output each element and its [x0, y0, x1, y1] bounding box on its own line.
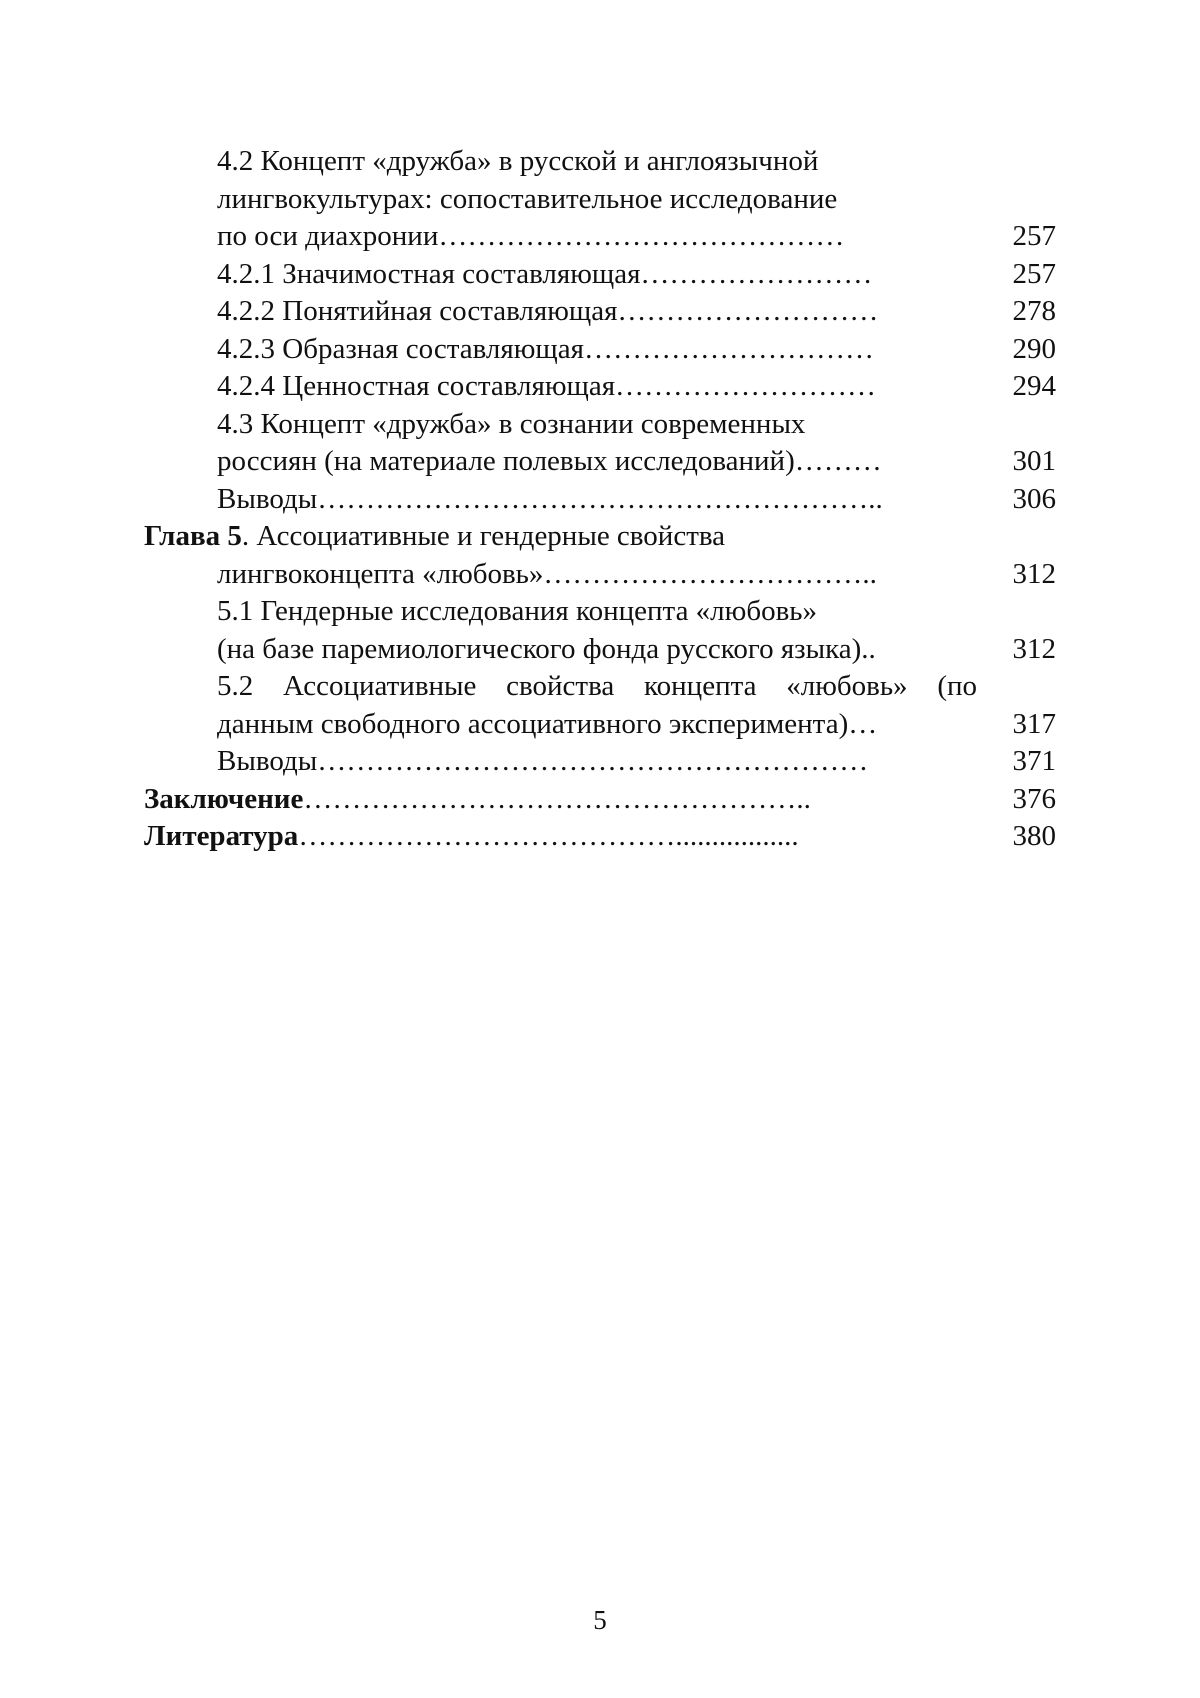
- toc-entry: [0, 293, 1200, 331]
- toc-entry-title: [217, 256, 872, 294]
- toc-entry-text: 4.2 Концепт «дружба» в русской и англоязычной: [217, 145, 819, 177]
- toc-entry-title: [217, 481, 883, 519]
- toc-entry-title: [144, 781, 811, 819]
- toc-entry-text: ………………………………….................: [298, 820, 799, 852]
- toc-entry-page: 312: [1012, 557, 1056, 590]
- toc-entry-title: [217, 406, 805, 444]
- toc-entry: [0, 256, 1200, 294]
- toc-entry: [0, 518, 1200, 556]
- toc-entry-text: по оси диахронии……………………………………: [217, 220, 845, 252]
- toc-entry-text: 4.3 Концепт «дружба» в сознании современных: [217, 407, 806, 440]
- toc-entry-page: 301: [1012, 445, 1056, 477]
- toc-entry: [0, 818, 1200, 856]
- toc-entry-text: Выводы…………………………………………………: [217, 745, 869, 777]
- toc-entry-text: россиян (на материале полевых исследований)………: [217, 445, 882, 477]
- toc-entry-title: [144, 818, 799, 856]
- toc-entry: [0, 668, 1200, 706]
- toc-entry-title: [217, 143, 818, 181]
- toc-entry-page: 371: [1012, 745, 1056, 777]
- toc-entry: [0, 743, 1200, 781]
- toc-entry-title: [217, 631, 876, 669]
- toc-entry: [0, 143, 1200, 181]
- toc-entry-page: 257: [1012, 220, 1056, 252]
- toc-entry-title: [217, 218, 844, 256]
- toc-entry: [0, 331, 1200, 369]
- toc-entry-title: [217, 293, 878, 331]
- toc-entry: [0, 218, 1200, 256]
- toc-entry-title: [217, 593, 817, 631]
- toc-entry: [0, 406, 1200, 444]
- toc-entry: [0, 368, 1200, 406]
- toc-entry-text: 4.2.2 Понятийная составляющая………………………: [217, 295, 879, 327]
- toc-entry-text: лингвоконцепта «любовь»……………………………..: [217, 557, 877, 590]
- toc-entry: [0, 181, 1200, 219]
- toc-entry-text: данным свободного ассоциативного эксперимента)…: [217, 707, 878, 740]
- toc-entry-text: ……………………………………………..: [303, 782, 811, 815]
- toc-entry: [0, 706, 1200, 744]
- toc-entry-text: 5.2 Ассоциативные свойства концепта «любовь» (по: [217, 670, 977, 702]
- toc-entry: [0, 593, 1200, 631]
- toc-entry-title: [217, 706, 877, 744]
- toc-entry-title: [217, 331, 874, 369]
- toc-entry-title: [144, 518, 725, 556]
- toc-entry-text: Выводы…………………………………………………..: [217, 482, 883, 515]
- toc-entry-title: [217, 368, 876, 406]
- toc-entry-heading: Литература: [144, 820, 299, 852]
- toc-entry-text: 4.2.3 Образная составляющая…………………………: [217, 332, 874, 365]
- toc-entry: [0, 481, 1200, 519]
- toc-entry-page: 306: [1012, 482, 1056, 515]
- toc-entry-heading: Заключение: [144, 782, 304, 815]
- toc-entry-page: 317: [1012, 707, 1056, 740]
- toc-entry-page: 290: [1012, 332, 1056, 365]
- toc-entry: [0, 443, 1200, 481]
- toc-entry-heading: Глава 5: [144, 520, 242, 552]
- toc-entry: [0, 556, 1200, 594]
- toc-entry-text: лингвокультурах: сопоставительное исследование: [217, 182, 838, 215]
- toc-entry-title: [217, 743, 868, 781]
- toc-entry-title: [217, 556, 877, 594]
- table-of-contents: [0, 143, 1200, 856]
- toc-entry-page: 380: [1012, 820, 1056, 852]
- toc-entry-text: 5.1 Гендерные исследования концепта «любовь»: [217, 595, 817, 627]
- toc-entry-text: . Ассоциативные и гендерные свойства: [241, 520, 726, 552]
- toc-entry-page: 278: [1012, 295, 1056, 327]
- page-number: 5: [593, 1605, 607, 1635]
- toc-entry-text: (на базе паремиологического фонда русского языка)..: [217, 632, 876, 665]
- toc-entry: [0, 631, 1200, 669]
- toc-entry-text: 4.2.4 Ценностная составляющая………………………: [217, 370, 877, 402]
- toc-entry-page: 257: [1012, 257, 1056, 290]
- toc-entry-title: [217, 181, 837, 219]
- toc-entry: [0, 781, 1200, 819]
- toc-entry-page: 294: [1012, 370, 1056, 402]
- toc-entry-text: 4.2.1 Значимостная составляющая……………………: [217, 257, 873, 290]
- toc-entry-page: 376: [1012, 782, 1056, 815]
- toc-entry-title: [217, 668, 977, 706]
- toc-entry-page: 312: [1012, 632, 1056, 665]
- toc-entry-title: [217, 443, 882, 481]
